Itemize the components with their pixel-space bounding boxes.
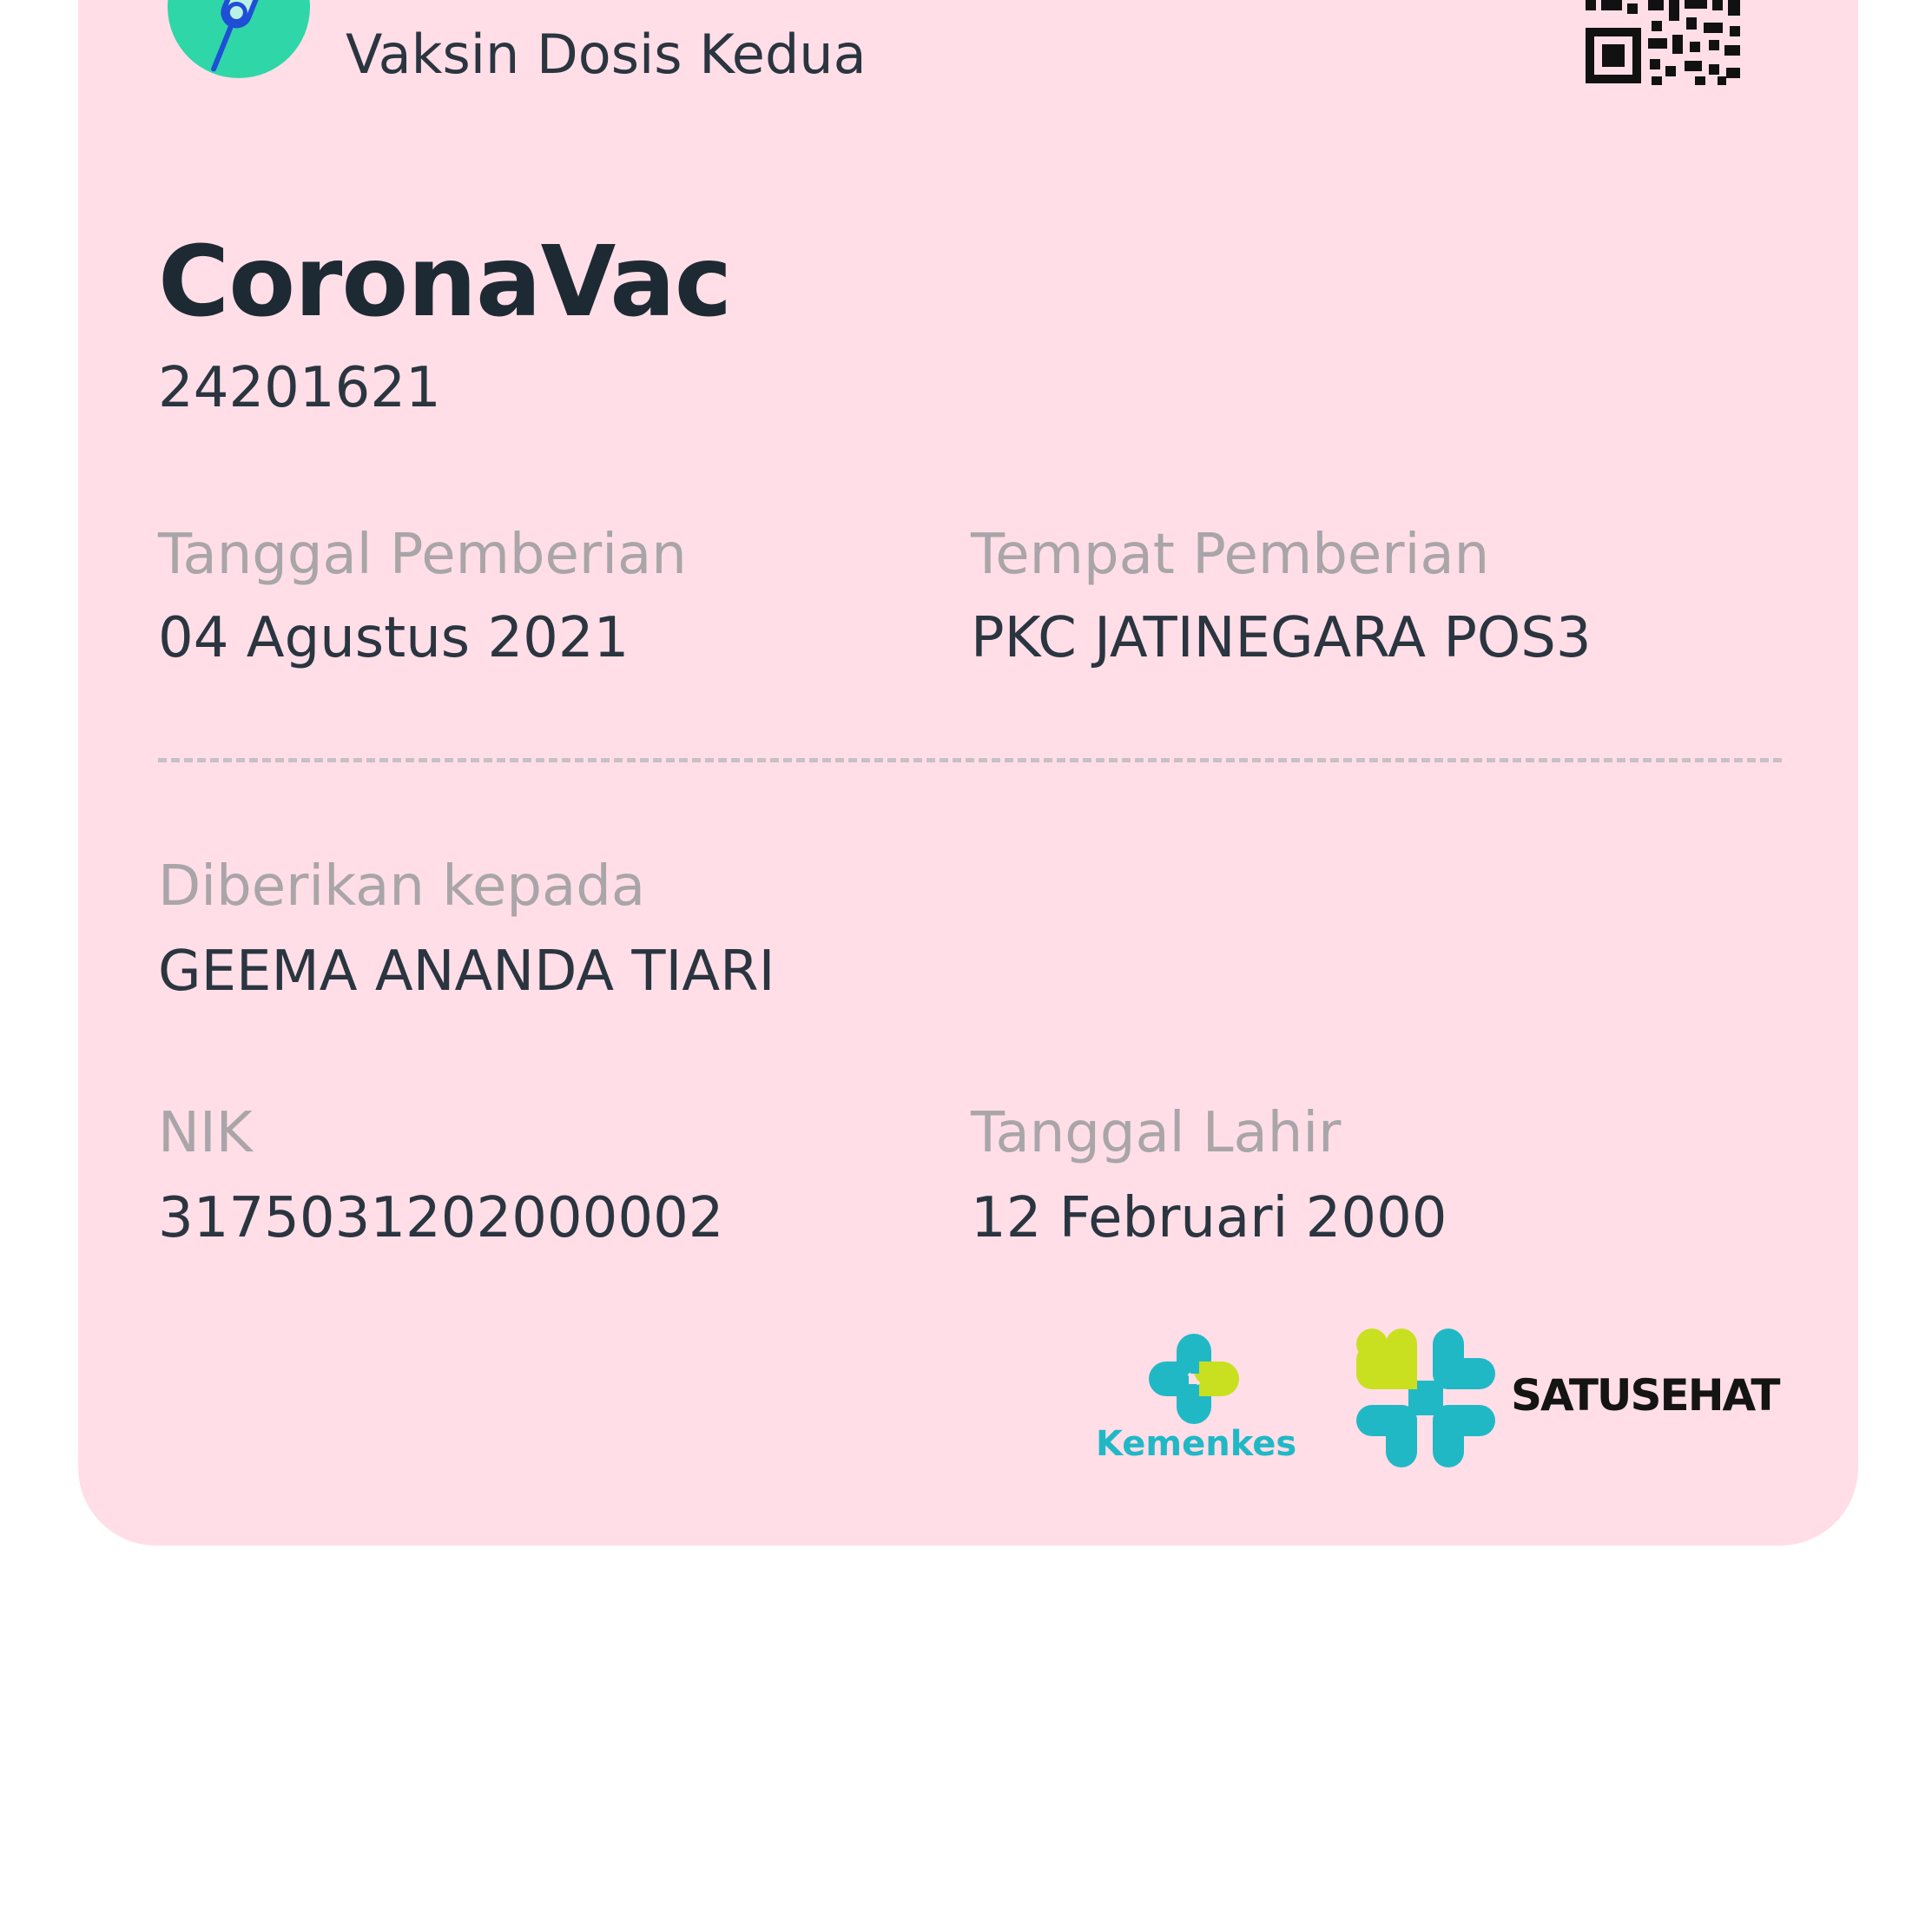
administration-place-value: PKC JATINEGARA POS3 <box>971 606 1592 670</box>
vaccine-name: CoronaVac <box>158 226 732 339</box>
nik-label: NIK <box>158 1101 253 1165</box>
dose-title: Vaksin Dosis Kedua <box>346 23 867 86</box>
kemenkes-label: Kemenkes <box>1096 1424 1297 1464</box>
administration-place-label: Tempat Pemberian <box>971 523 1490 587</box>
syringe-icon <box>165 0 313 85</box>
dashed-divider <box>158 758 1782 762</box>
administration-date-value: 04 Agustus 2021 <box>158 606 630 670</box>
qr-code[interactable] <box>1582 0 1743 87</box>
birth-date-value: 12 Februari 2000 <box>971 1186 1447 1250</box>
satusehat-logo <box>1356 1329 1495 1467</box>
administration-date-label: Tanggal Pemberian <box>158 523 687 587</box>
given-to-label: Diberikan kepada <box>158 854 646 919</box>
birth-date-label: Tanggal Lahir <box>971 1101 1342 1165</box>
satusehat-label: SATUSEHAT <box>1511 1370 1779 1421</box>
nik-value: 3175031202000002 <box>158 1186 724 1250</box>
recipient-name: GEEMA ANANDA TIARI <box>158 940 775 1004</box>
batch-number: 24201621 <box>158 356 441 420</box>
vaccine-certificate-card <box>78 0 1858 1546</box>
